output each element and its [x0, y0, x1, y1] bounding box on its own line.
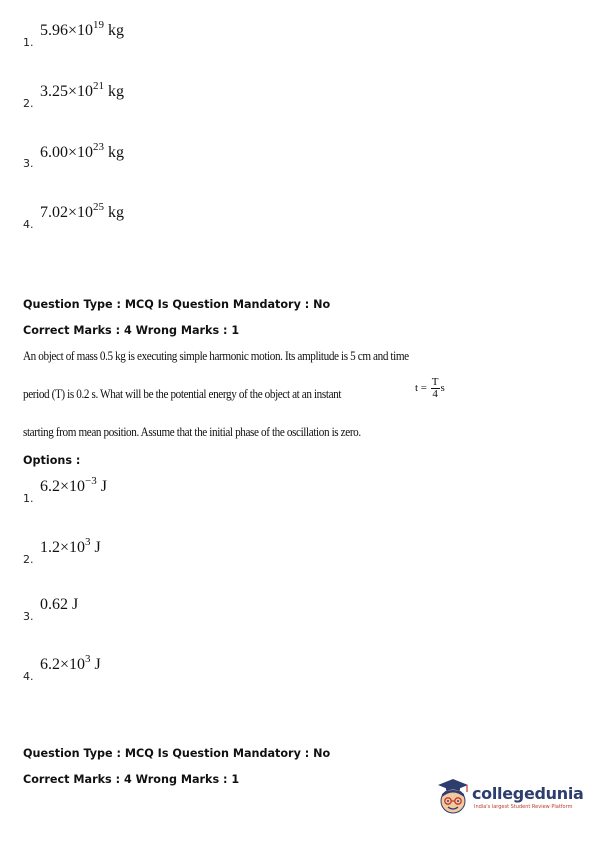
option-number: 2.	[23, 97, 34, 110]
question-text-line-1: An object of mass 0.5 kg is executing simple harmonic motion. Its amplitude is 5 cm and time	[23, 348, 409, 363]
logo-wordmark: collegedunia	[472, 784, 584, 803]
options-label: Options :	[23, 454, 81, 467]
logo-tagline: India's largest Student Review Platform	[474, 804, 573, 810]
option-value: $1.2\times 10^3$ J	[40, 535, 101, 556]
option-value: $7.02\times 10^{25}$ kg	[40, 200, 125, 221]
formula-t-equals-T-over-4: t = $\frac{T}{4}$ s	[415, 376, 445, 400]
question-type-line: Question Type : MCQ Is Question Mandatory : No	[23, 747, 331, 760]
option-value: $5.96\times 10^{19}$ kg	[40, 18, 125, 39]
option-value: $6.00\times 10^{23}$ kg	[40, 140, 125, 161]
question-text-line-3: starting from mean position. Assume that the initial phase of the oscillation is zero.	[23, 424, 361, 439]
option-value: 0.62 J	[40, 596, 79, 613]
option-number: 1.	[23, 36, 34, 49]
option-number: 3.	[23, 157, 34, 170]
mascot-icon	[434, 776, 472, 816]
option-value: $6.2\times 10^3$ J	[40, 652, 101, 673]
marks-line: Correct Marks : 4 Wrong Marks : 1	[23, 324, 240, 337]
marks-line: Correct Marks : 4 Wrong Marks : 1	[23, 773, 240, 786]
option-number: 4.	[23, 670, 34, 683]
option-number: 4.	[23, 218, 34, 231]
question-type-line: Question Type : MCQ Is Question Mandatory : No	[23, 298, 331, 311]
collegedunia-logo	[434, 774, 582, 822]
option-number: 2.	[23, 553, 34, 566]
option-value: $6.2\times 10^{-3}$ J	[40, 474, 107, 495]
question-text-line-2: period (T) is 0.2 s. What will be the potential energy of the object at an instant	[23, 386, 342, 401]
option-value: $3.25\times 10^{21}$ kg	[40, 79, 125, 100]
option-number: 1.	[23, 492, 34, 505]
option-number: 3.	[23, 610, 34, 623]
